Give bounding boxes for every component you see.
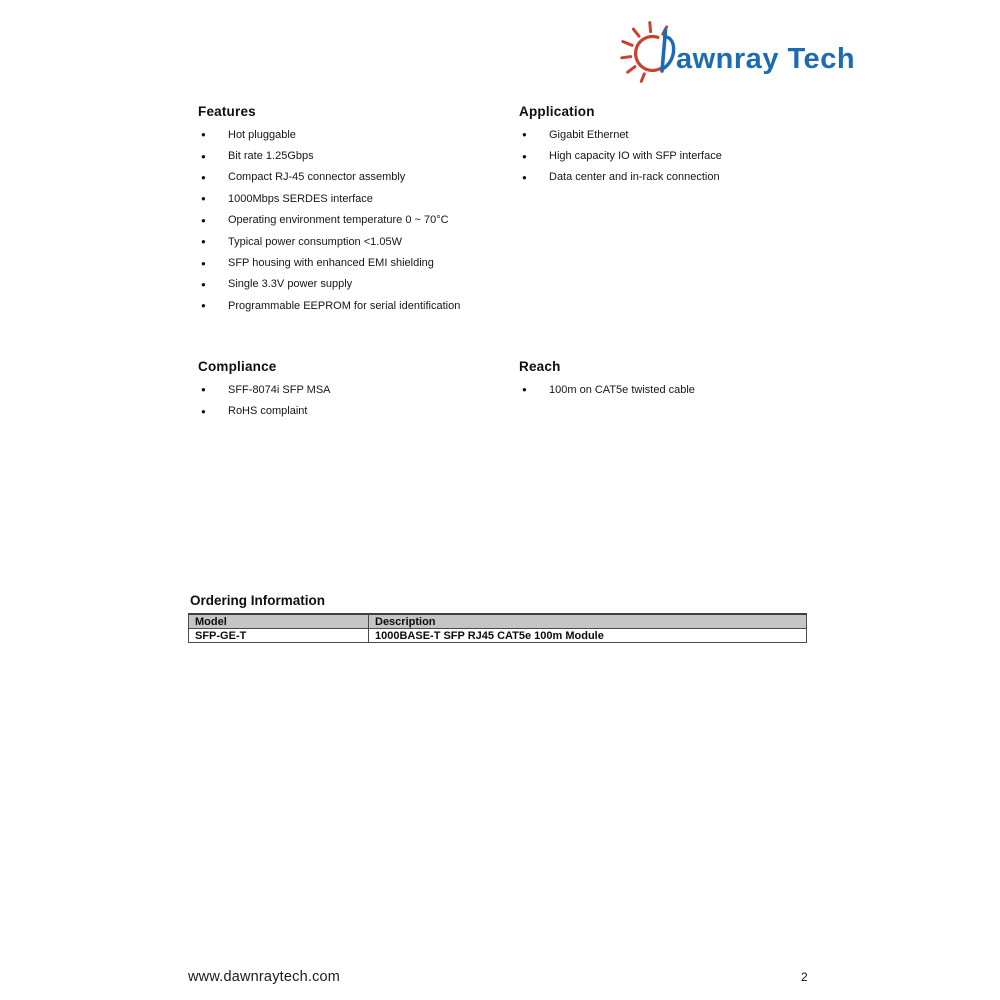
list-item xyxy=(198,124,528,145)
list-item xyxy=(519,379,849,400)
bullet-icon: ● xyxy=(522,385,527,395)
list-item xyxy=(198,379,528,400)
list-item xyxy=(519,124,849,145)
list-item-text: 1000Mbps SERDES interface xyxy=(228,192,373,205)
features-list xyxy=(198,124,528,317)
bullet-icon: ● xyxy=(201,301,206,311)
list-item xyxy=(198,400,528,421)
section-features xyxy=(198,104,528,317)
sun-circle xyxy=(636,36,661,70)
bullet-icon: ● xyxy=(201,406,206,416)
section-title-reach: Reach xyxy=(519,359,561,374)
bullet-icon: ● xyxy=(522,130,527,140)
section-compliance xyxy=(198,359,528,422)
compliance-list xyxy=(198,379,528,422)
list-item-text: SFP housing with enhanced EMI shielding xyxy=(228,257,434,270)
page-number: 2 xyxy=(801,970,808,984)
table-header-row xyxy=(189,614,807,629)
list-item-text: Gigabit Ethernet xyxy=(549,128,629,141)
list-item xyxy=(198,274,528,295)
bullet-icon: ● xyxy=(522,172,527,182)
column-header-model: Model xyxy=(189,614,369,629)
list-item-text: Bit rate 1.25Gbps xyxy=(228,150,314,163)
application-list xyxy=(519,124,849,188)
list-item-text: 100m on CAT5e twisted cable xyxy=(549,383,695,396)
reach-list xyxy=(519,379,849,400)
section-title-compliance: Compliance xyxy=(198,359,277,374)
list-item-text: Hot pluggable xyxy=(228,128,296,141)
logo-brand-text: awnray Tech xyxy=(676,43,856,75)
column-header-description: Description xyxy=(369,614,807,629)
list-item xyxy=(198,145,528,166)
section-title-features: Features xyxy=(198,104,256,119)
cell-description: 1000BASE-T SFP RJ45 CAT5e 100m Module xyxy=(369,629,807,643)
cell-model: SFP-GE-T xyxy=(189,629,369,643)
list-item-text: SFF-8074i SFP MSA xyxy=(228,383,331,396)
table-row xyxy=(189,629,807,643)
list-item-text: Operating environment temperature 0 ~ 70°C xyxy=(228,214,449,227)
logo-d-glyph xyxy=(662,30,674,71)
bullet-icon: ● xyxy=(201,194,206,204)
bullet-icon: ● xyxy=(201,385,206,395)
list-item xyxy=(198,188,528,209)
footer-website: www.dawnraytech.com xyxy=(188,969,341,985)
list-item xyxy=(198,295,528,316)
section-application xyxy=(519,104,849,188)
sun-rays xyxy=(622,23,667,82)
bullet-icon: ● xyxy=(201,172,206,182)
section-title-application: Application xyxy=(519,104,595,119)
list-item-text: Single 3.3V power supply xyxy=(228,278,353,291)
section-reach xyxy=(519,359,849,400)
list-item xyxy=(519,167,849,188)
bullet-icon: ● xyxy=(201,130,206,140)
list-item-text: Typical power consumption <1.05W xyxy=(228,235,402,248)
ordering-information-title: Ordering Information xyxy=(190,593,325,608)
bullet-icon: ● xyxy=(201,215,206,225)
bullet-icon: ● xyxy=(522,151,527,161)
list-item xyxy=(198,167,528,188)
bullet-icon: ● xyxy=(201,151,206,161)
bullet-icon: ● xyxy=(201,237,206,247)
list-item xyxy=(198,231,528,252)
list-item-text: Programmable EEPROM for serial identification xyxy=(228,299,461,312)
list-item xyxy=(519,145,849,166)
ordering-table xyxy=(188,613,807,643)
list-item xyxy=(198,210,528,231)
list-item-text: Data center and in-rack connection xyxy=(549,171,720,184)
bullet-icon: ● xyxy=(201,258,206,268)
list-item-text: RoHS complaint xyxy=(228,405,308,418)
bullet-icon: ● xyxy=(201,279,206,289)
logo xyxy=(612,10,856,90)
list-item-text: High capacity IO with SFP interface xyxy=(549,150,722,163)
list-item xyxy=(198,252,528,273)
list-item-text: Compact RJ-45 connector assembly xyxy=(228,171,406,184)
